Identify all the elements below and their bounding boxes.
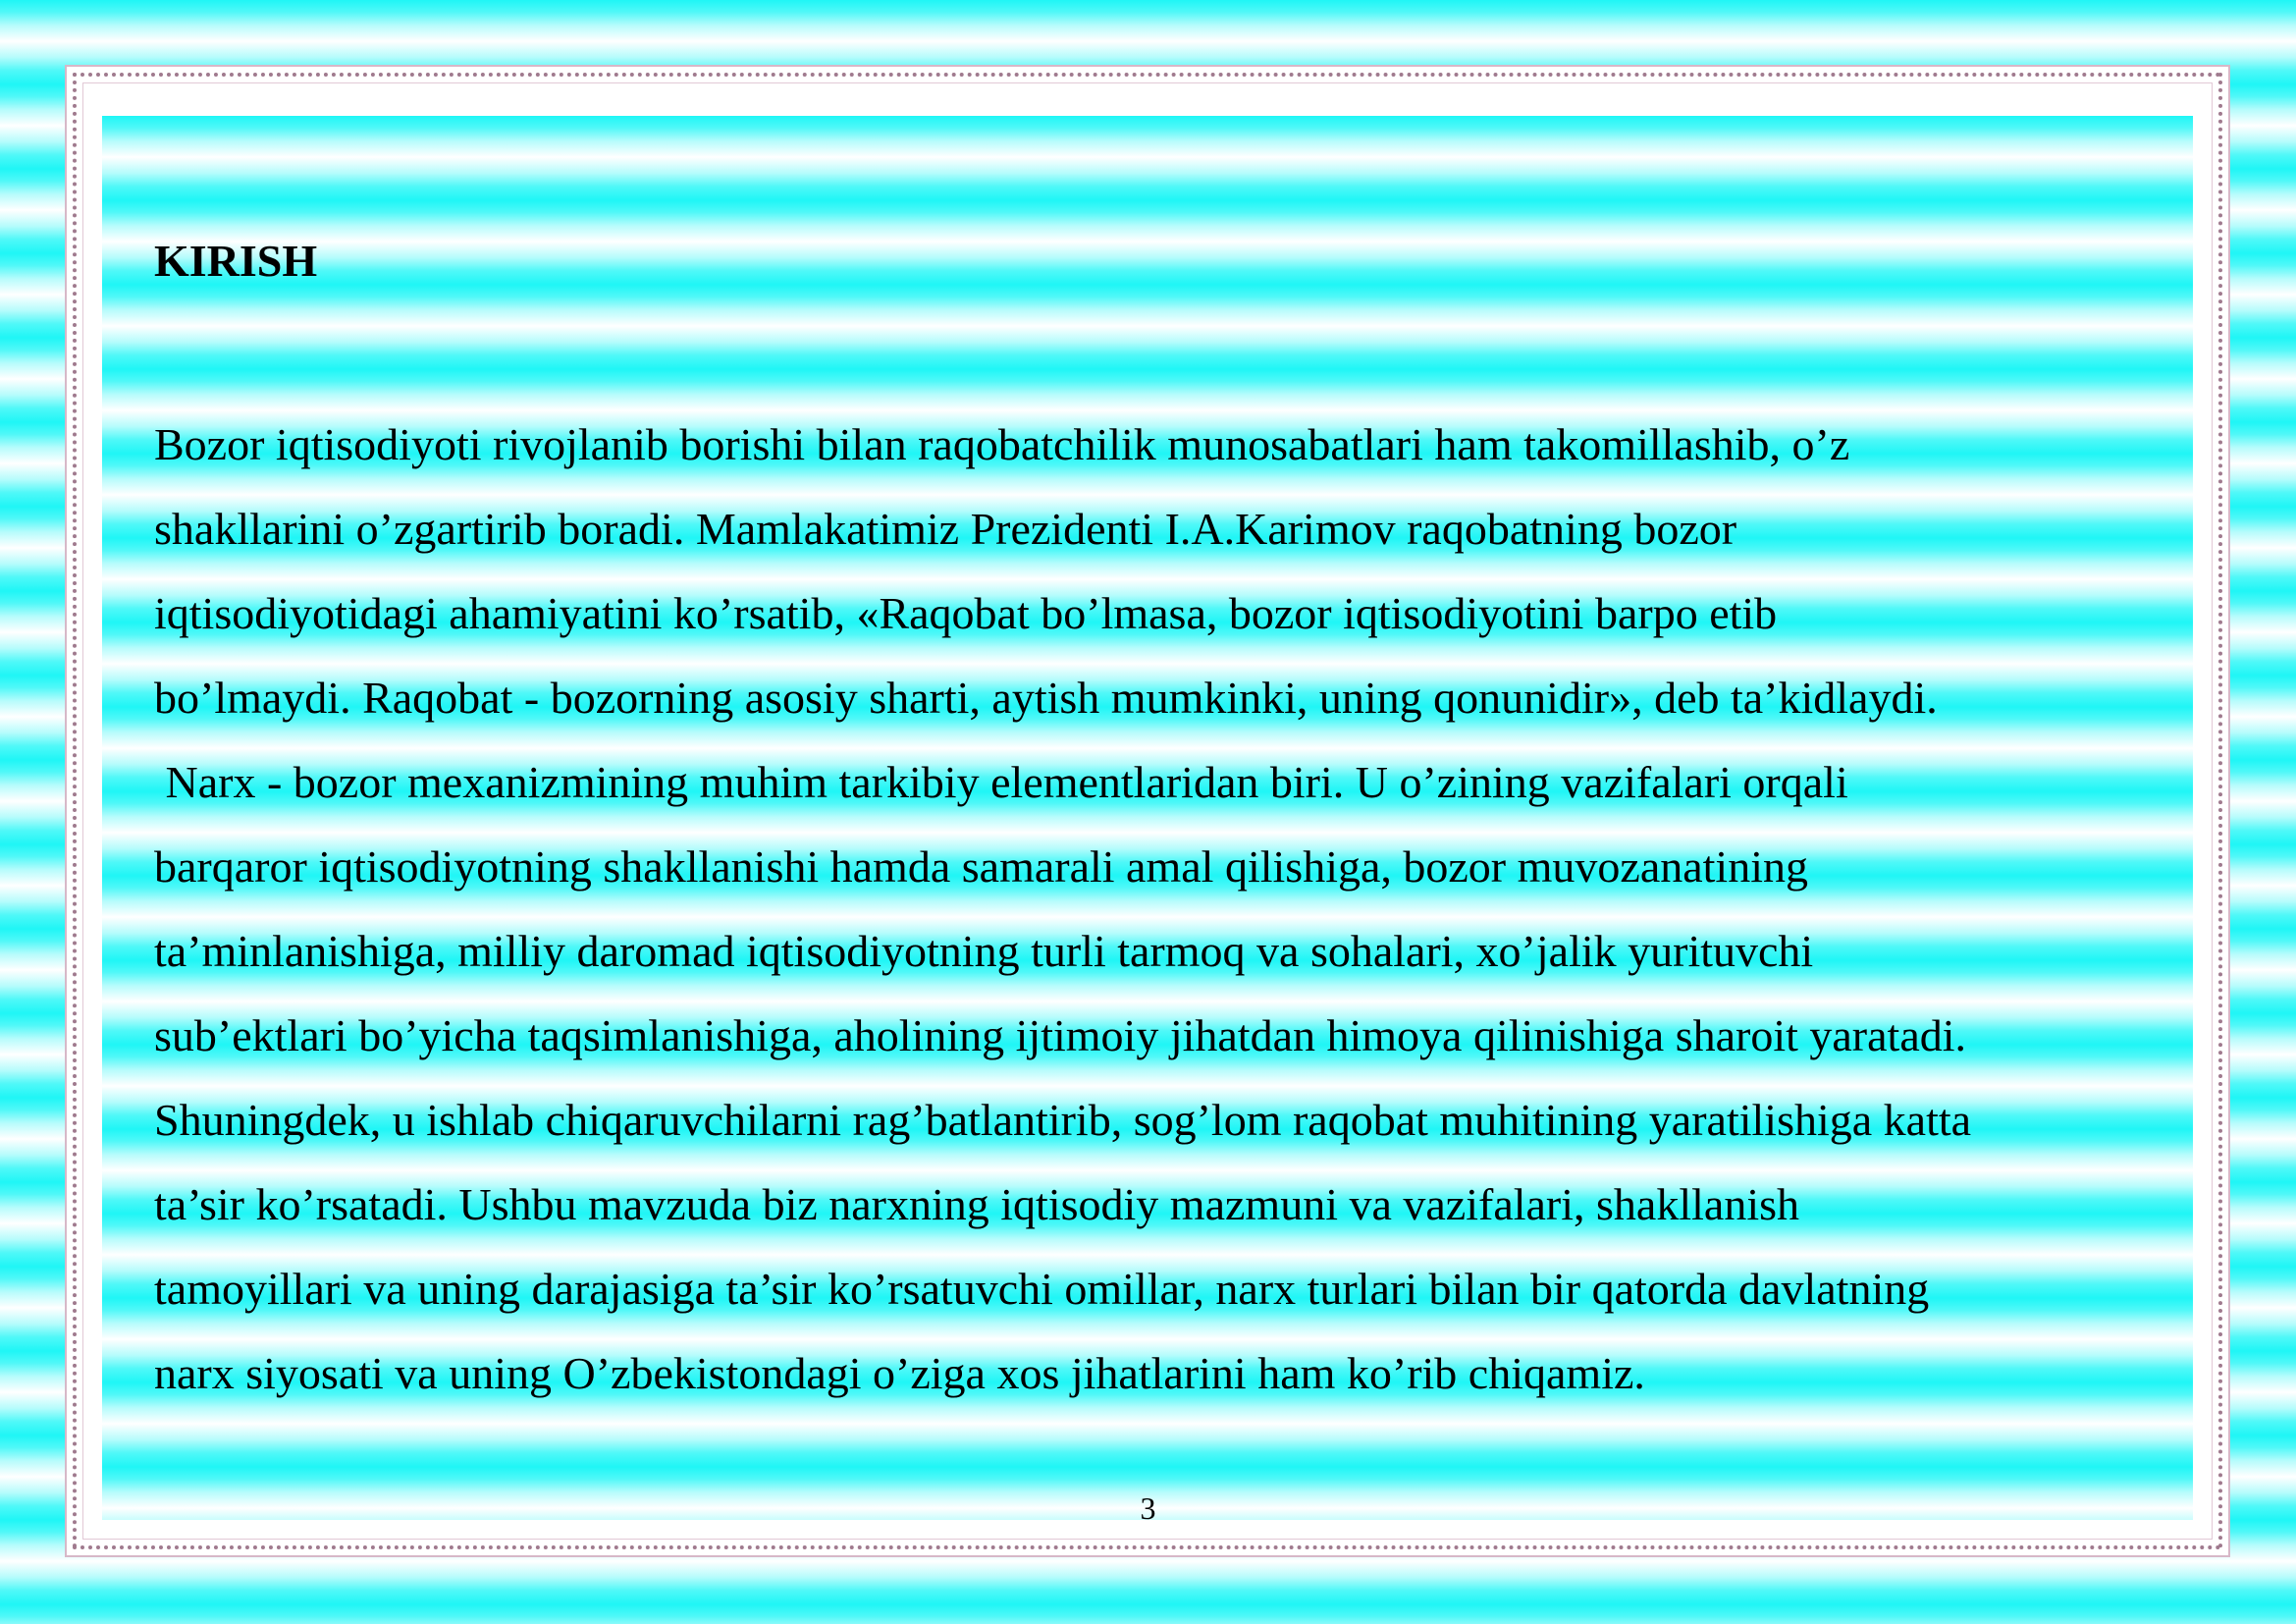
page-number: 3 bbox=[1140, 1490, 1156, 1526]
body-paragraph bbox=[154, 403, 2157, 1416]
text-line: ta’minlanishiga, milliy daromad iqtisodiyotning turli tarmoq va sohalari, xo’jalik yurituvchi bbox=[154, 926, 1814, 976]
text-line: bo’lmaydi. Raqobat - bozorning asosiy sharti, aytish mumkinki, uning qonunidir», deb ta’kidlaydi. bbox=[154, 673, 1938, 723]
text-line: Bozor iqtisodiyoti rivojlanib borishi bilan raqobatchilik munosabatlari ham takomillashib, o’z bbox=[154, 419, 1850, 469]
text-line: ta’sir ko’rsatadi. Ushbu mavzuda biz narxning iqtisodiy mazmuni va vazifalari, shakllanish bbox=[154, 1179, 1800, 1229]
text-line: tamoyillari va uning darajasiga ta’sir ko’rsatuvchi omillar, narx turlari bilan bir qatorda davlatning bbox=[154, 1264, 1930, 1314]
text-line: sub’ektlari bo’yicha taqsimlanishiga, aholining ijtimoiy jihatdan himoya qilinishiga sharoit yaratadi. bbox=[154, 1010, 1967, 1060]
text-line: iqtisodiyotidagi ahamiyatini ko’rsatib, «Raqobat bo’lmasa, bozor iqtisodiyotini barpo etib bbox=[154, 588, 1778, 638]
text-line: Shuningdek, u ishlab chiqaruvchilarni rag’batlantirib, sog’lom raqobat muhitining yaratilishiga katta bbox=[154, 1095, 1972, 1145]
text-line: shakllarini o’zgartirib boradi. Mamlakatimiz Prezidenti I.A.Karimov raqobatning bozor bbox=[154, 504, 1737, 554]
section-heading: KIRISH bbox=[154, 236, 318, 286]
text-line: narx siyosati va uning O’zbekistondagi o’ziga xos jihatlarini ham ko’rib chiqamiz. bbox=[154, 1348, 1645, 1398]
text-line: barqaror iqtisodiyotning shakllanishi hamda samarali amal qilishiga, bozor muvozanatining bbox=[154, 841, 1808, 892]
text-line: Narx - bozor mexanizmining muhim tarkibiy elementlaridan biri. U o’zining vazifalari orqali bbox=[154, 757, 1848, 807]
